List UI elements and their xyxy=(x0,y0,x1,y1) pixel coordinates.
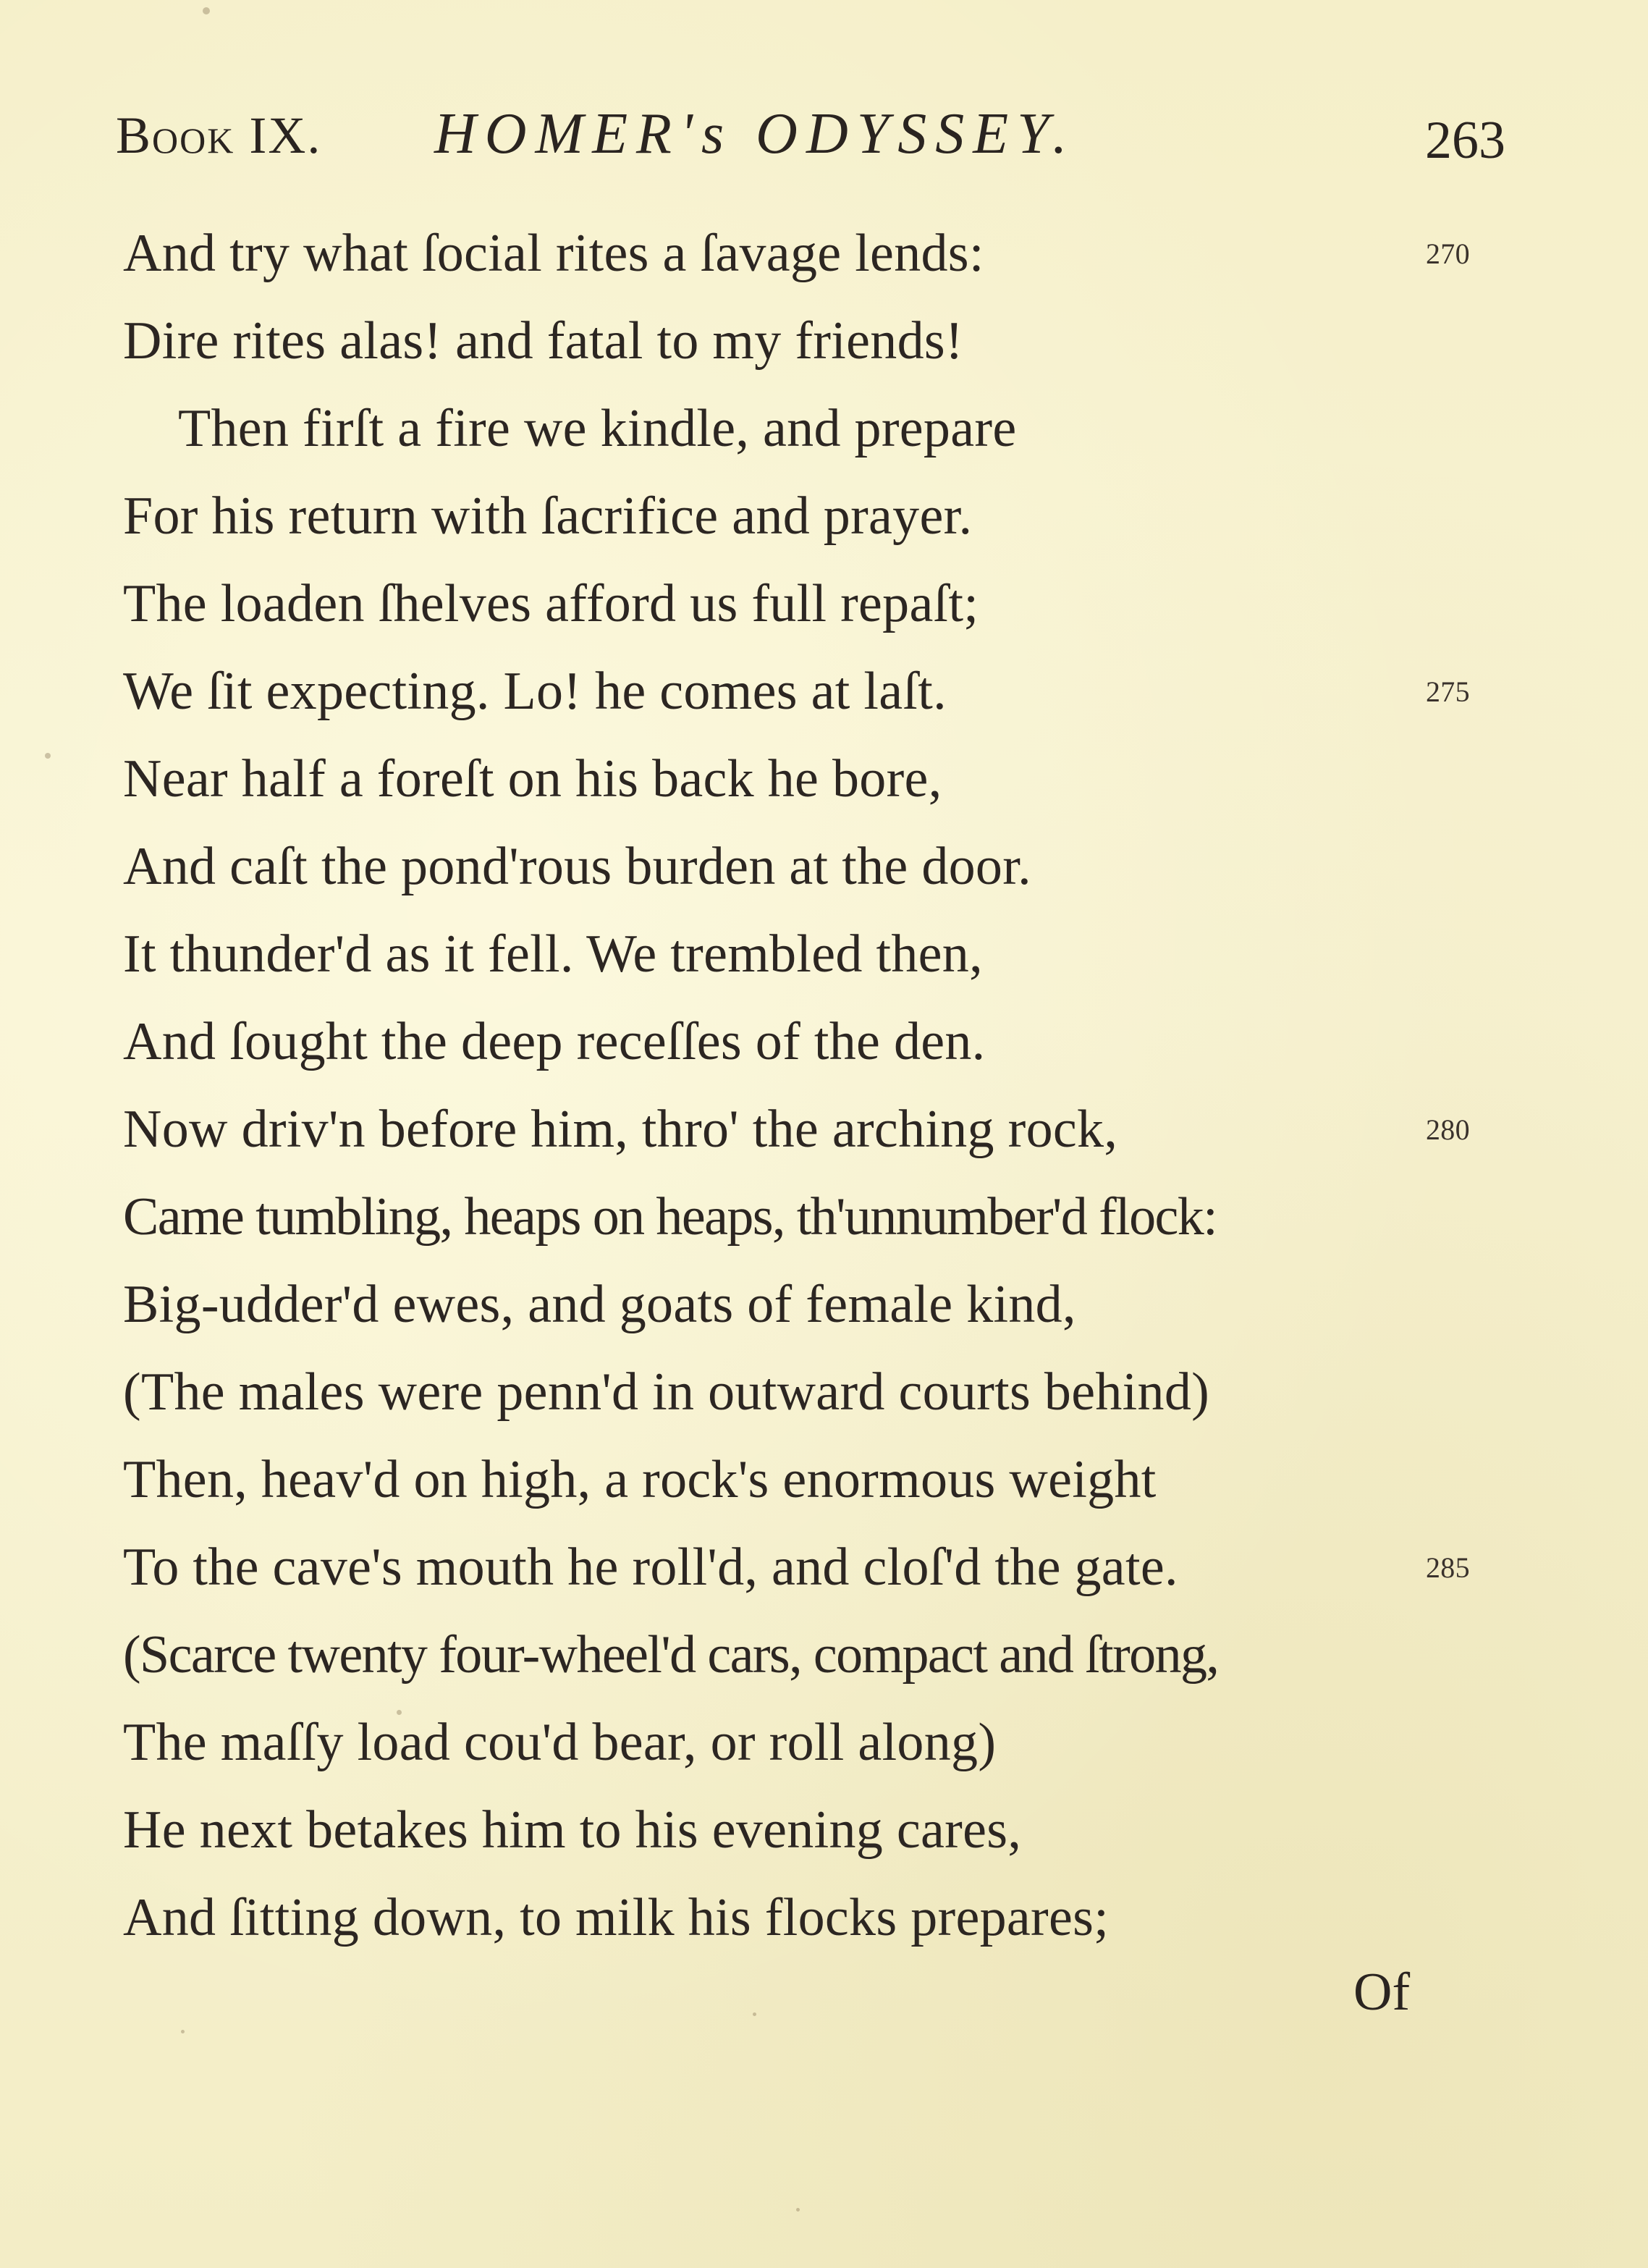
verse-line-text: Then firſt a fire we kindle, and prepare xyxy=(178,399,1017,458)
verse-line xyxy=(123,1787,1484,1874)
verse-line xyxy=(123,998,1484,1086)
paper-speck xyxy=(203,7,210,14)
book-label: Book IX. xyxy=(116,106,322,164)
verse-line xyxy=(123,735,1484,823)
verse-line xyxy=(123,1524,1484,1611)
verse-line xyxy=(123,1874,1484,1962)
paper-speck xyxy=(796,2208,800,2212)
line-number: 280 xyxy=(1426,1113,1470,1146)
verse-line-text: And ſitting down, to milk his flocks prepares; xyxy=(123,1888,1110,1947)
verse-line xyxy=(123,1261,1484,1349)
page-number: 263 xyxy=(1425,111,1505,170)
verse-line-text: Near half a foreſt on his back he bore, xyxy=(123,749,942,809)
running-head xyxy=(116,101,1505,188)
line-number: 270 xyxy=(1426,237,1470,270)
verse-line-text: The maſſy load cou'd bear, or roll along) xyxy=(123,1713,997,1772)
verse-line xyxy=(123,1611,1484,1699)
verse-line-text: Dire rites alas! and fatal to my friends! xyxy=(123,311,963,371)
verse-line-text: We ſit expecting. Lo! he comes at laſt. xyxy=(123,662,947,721)
verse-line-text: The loaden ſhelves afford us full repaſt; xyxy=(123,574,979,633)
verse-line-text: And try what ſocial rites a ſavage lends: xyxy=(123,224,984,283)
verse-line xyxy=(123,560,1484,648)
verse-line xyxy=(123,1086,1484,1173)
verse-line-text: Then, heav'd on high, a rock's enormous weight xyxy=(123,1450,1157,1509)
verse-line xyxy=(123,1173,1484,1261)
verse-line xyxy=(123,1349,1484,1436)
verse-line xyxy=(123,823,1484,911)
verse-line-text: It thunder'd as it fell. We trembled then, xyxy=(123,924,983,984)
verse-line-text: Came tumbling, heaps on heaps, th'unnumber'd flock: xyxy=(123,1187,1217,1247)
catchword: Of xyxy=(1353,1963,1411,2022)
paper-speck xyxy=(397,1710,402,1715)
verse-line-text: For his return with ſacrifice and prayer. xyxy=(123,486,973,546)
verse-line-text: He next betakes him to his evening cares, xyxy=(123,1800,1022,1860)
book-title: HOMER's ODYSSEY. xyxy=(434,102,1076,166)
verse-line-text: (The males were penn'd in outward courts behind) xyxy=(123,1362,1210,1422)
line-number: 275 xyxy=(1426,675,1470,708)
verse-line xyxy=(123,298,1484,385)
verse-line-text: (Scarce twenty four-wheel'd cars, compact and ſtrong, xyxy=(123,1625,1219,1685)
verse-line xyxy=(123,385,1484,473)
verse-line-text: Big-udder'd ewes, and goats of female kind, xyxy=(123,1275,1076,1334)
verse-line xyxy=(123,210,1484,298)
verse-line xyxy=(123,1699,1484,1787)
paper-speck xyxy=(45,753,51,759)
verse-line xyxy=(123,473,1484,560)
verse-line xyxy=(123,648,1484,735)
paper-speck xyxy=(753,2012,756,2016)
verse-line-text: And caſt the pond'rous burden at the door. xyxy=(123,837,1031,896)
verse-line-text: To the cave's mouth he roll'd, and cloſ'd the gate. xyxy=(123,1538,1178,1597)
paper-speck xyxy=(181,2030,185,2033)
verse-block xyxy=(123,210,1484,1962)
verse-line-text: And ſought the deep receſſes of the den. xyxy=(123,1012,986,1071)
line-number: 285 xyxy=(1426,1551,1470,1584)
verse-line-text: Now driv'n before him, thro' the arching rock, xyxy=(123,1100,1118,1159)
verse-line xyxy=(123,1436,1484,1524)
verse-line xyxy=(123,911,1484,998)
